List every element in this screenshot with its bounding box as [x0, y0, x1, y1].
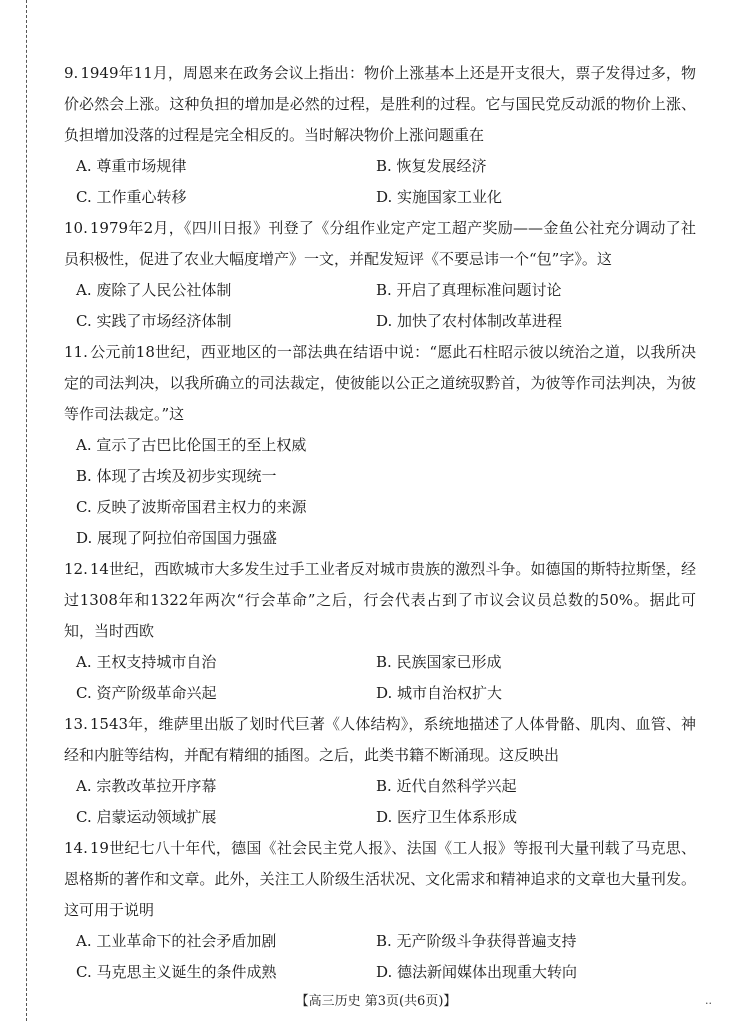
question-11	[64, 337, 696, 554]
option-c: C. 反映了波斯帝国君主权力的来源	[76, 498, 307, 516]
option-b: B. 体现了古埃及初步实现统一	[76, 467, 277, 485]
option-a: A. 宗教改革拉开序幕	[76, 777, 217, 795]
exam-page	[64, 58, 696, 988]
option-c: C. 启蒙运动领域扩展	[76, 808, 217, 826]
question-13	[64, 709, 696, 833]
option-a: A. 尊重市场规律	[76, 157, 187, 175]
option-a: A. 王权支持城市自治	[76, 653, 217, 671]
question-9	[64, 58, 696, 213]
option-a: A. 工业革命下的社会矛盾加剧	[76, 932, 277, 950]
option-c: C. 实践了市场经济体制	[76, 312, 232, 330]
page-footer: 【高三历史 第3页(共6页)】	[295, 994, 457, 1009]
question-10	[64, 213, 696, 337]
option-b: B. 开启了真理标准问题讨论	[376, 281, 562, 299]
question-stem: 12. 14世纪，西欧城市大多发生过手工业者反对城市贵族的激烈斗争。如德国的斯特拉斯堡，经过1308年和1322年两次“行会革命”之后，行会代表占到了市议会议员总数的50%。据此可知，当时西欧	[64, 560, 696, 640]
question-stem: 13. 1543年，维萨里出版了划时代巨著《人体结构》，系统地描述了人体骨骼、肌肉、血管、神经和内脏等结构，并配有精细的插图。之后，此类书籍不断涌现。这反映出	[64, 715, 696, 764]
question-14	[64, 833, 696, 988]
option-d: D. 城市自治权扩大	[376, 684, 503, 702]
question-stem: 10. 1979年2月，《四川日报》刊登了《分组作业定产定工超产奖励——金鱼公社充分调动了社员积极性，促进了农业大幅度增产》一文，并配发短评《不要忌讳一个“包”字》。这	[64, 219, 696, 268]
binding-margin-line	[26, 0, 27, 1021]
option-d: D. 展现了阿拉伯帝国国力强盛	[76, 529, 278, 547]
option-b: B. 民族国家已形成	[376, 653, 502, 671]
option-d: D. 医疗卫生体系形成	[376, 808, 518, 826]
option-d: D. 加快了农村体制改革进程	[376, 312, 563, 330]
option-c: C. 马克思主义诞生的条件成熟	[76, 963, 277, 981]
option-d: D. 实施国家工业化	[376, 188, 503, 206]
question-12	[64, 554, 696, 709]
question-stem: 11. 公元前18世纪，西亚地区的一部法典在结语中说：“愿此石柱昭示彼以统治之道，以我所决定的司法判决，以我所确立的司法裁定，使彼能以公正之道统驭黔首，为彼等作司法判决，为彼等作司法裁定。”这	[64, 343, 696, 423]
option-a: A. 废除了人民公社体制	[76, 281, 232, 299]
option-b: B. 恢复发展经济	[376, 157, 487, 175]
corner-mark: ..	[705, 994, 712, 1007]
question-stem: 9. 1949年11月，周恩来在政务会议上指出：物价上涨基本上还是开支很大，票子发得过多，物价必然会上涨。这种负担的增加是必然的过程，是胜利的过程。它与国民党反动派的物价上涨、负担增加没落的过程是完全相反的。当时解决物价上涨问题重在	[64, 64, 696, 144]
option-d: D. 德法新闻媒体出现重大转向	[376, 963, 578, 981]
option-c: C. 工作重心转移	[76, 188, 187, 206]
question-stem: 14. 19世纪七八十年代，德国《社会民主党人报》、法国《工人报》等报刊大量刊载了马克思、恩格斯的著作和文章。此外，关注工人阶级生活状况、文化需求和精神追求的文章也大量刊发。这可用于说明	[64, 839, 696, 919]
option-b: B. 近代自然科学兴起	[376, 777, 517, 795]
option-b: B. 无产阶级斗争获得普遍支持	[376, 932, 577, 950]
option-c: C. 资产阶级革命兴起	[76, 684, 217, 702]
option-a: A. 宣示了古巴比伦国王的至上权威	[76, 436, 307, 454]
